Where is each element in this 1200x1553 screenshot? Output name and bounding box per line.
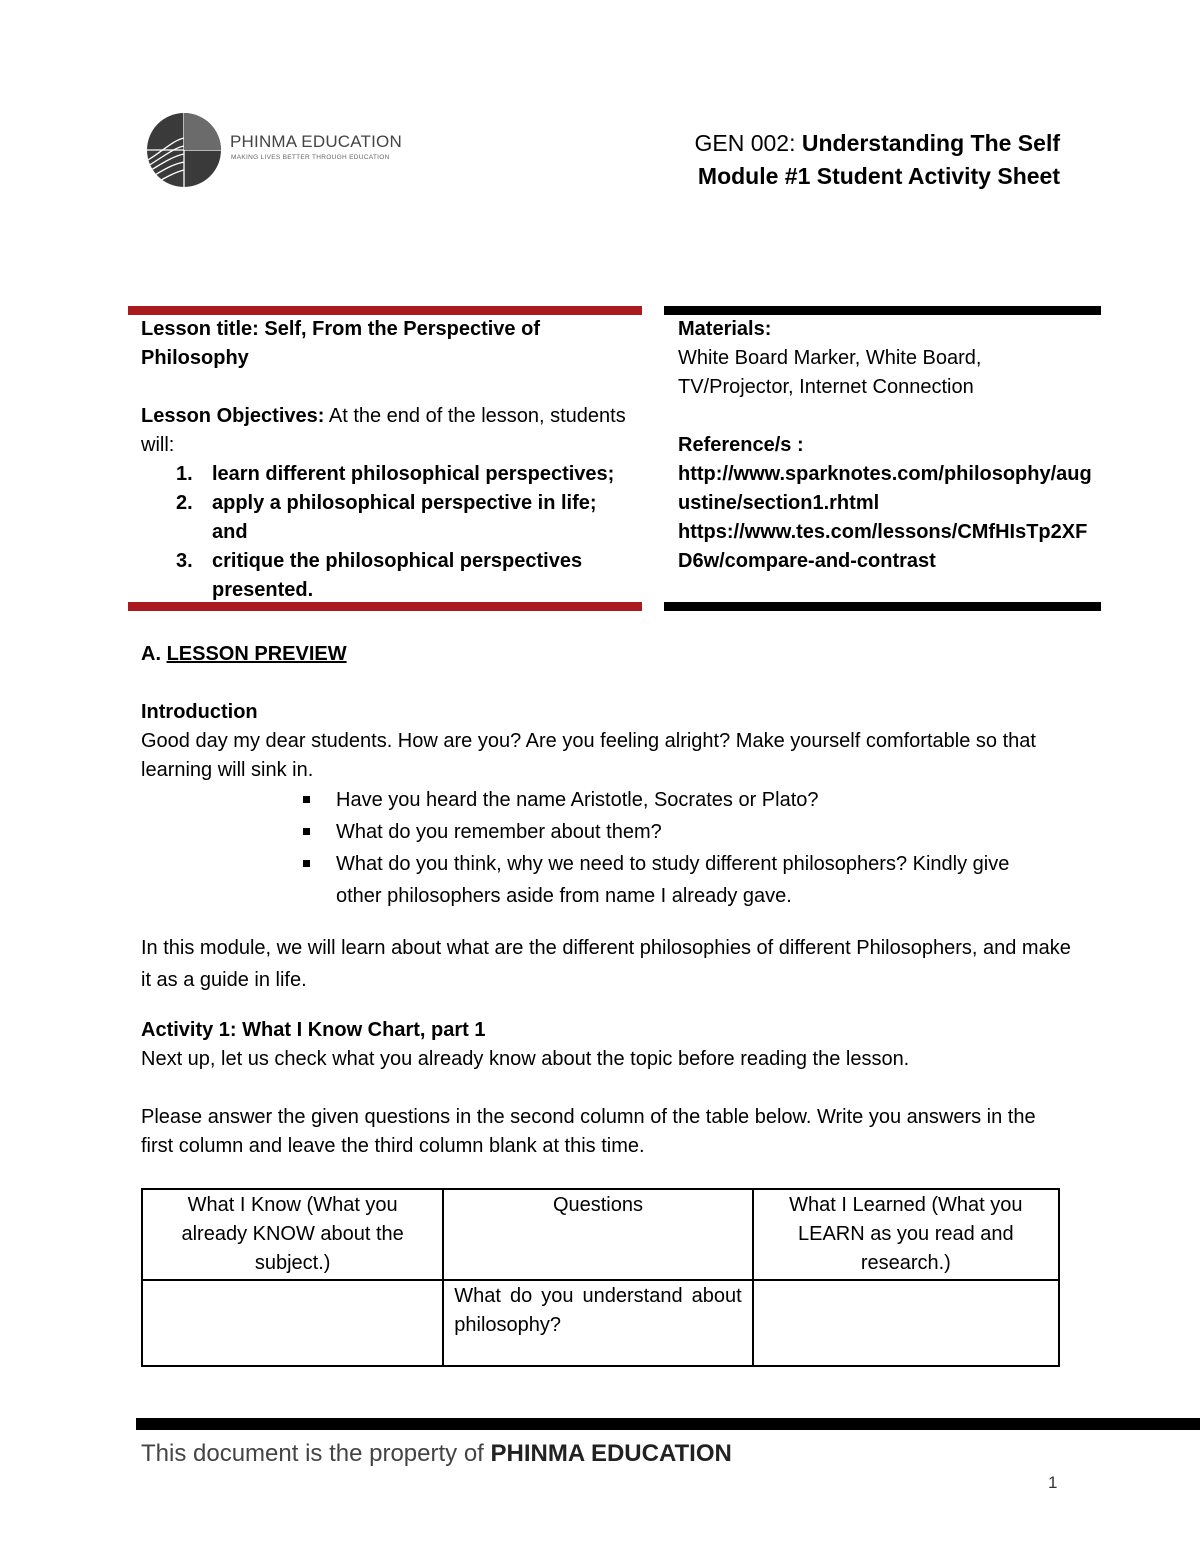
kwl-table bbox=[141, 1188, 1060, 1367]
logo-name: PHINMA EDUCATION bbox=[230, 132, 402, 151]
activity bbox=[141, 1016, 1071, 1074]
lesson-box bbox=[141, 315, 636, 605]
logo-tagline: MAKING LIVES BETTER THROUGH EDUCATION bbox=[231, 154, 390, 161]
materials-text: White Board Marker, White Board, TV/Projector, Internet Connection bbox=[678, 347, 982, 398]
activity-text: Next up, let us check what you already know about the topic before reading the lesson. bbox=[141, 1048, 910, 1070]
header-questions: Questions bbox=[443, 1189, 752, 1280]
materials-box-bottom-rule bbox=[664, 602, 1101, 611]
phinma-logo bbox=[144, 110, 404, 192]
objectives-intro: At the end of the lesson, students will: bbox=[141, 405, 626, 456]
footer-owner: PHINMA EDUCATION bbox=[490, 1440, 732, 1467]
learned-answer-cell[interactable] bbox=[753, 1280, 1059, 1366]
introduction-heading: Introduction bbox=[141, 701, 258, 723]
footer-rule bbox=[136, 1418, 1200, 1430]
bullet-item: Have you heard the name Aristotle, Socrates or Plato? bbox=[300, 784, 1040, 816]
lesson-box-top-rule bbox=[128, 306, 642, 315]
objective-item: 3. critique the philosophical perspectives presented. bbox=[176, 550, 583, 601]
materials-box bbox=[678, 315, 1098, 576]
objective-item: 2. apply a philosophical perspective in life; and bbox=[176, 492, 597, 543]
activity-heading: Activity 1: What I Know Chart, part 1 bbox=[141, 1019, 486, 1041]
introduction-text: Good day my dear students. How are you? Are you feeling alright? Make yourself comfortable so that learning will sink in. bbox=[141, 730, 1036, 781]
header-what-i-know: What I Know (What you already KNOW about the subject.) bbox=[142, 1189, 443, 1280]
materials-label: Materials: bbox=[678, 318, 772, 340]
bullet-item: What do you think, why we need to study different philosophers? Kindly give other philosophers aside from name I already gave. bbox=[300, 848, 1040, 912]
question-bullets bbox=[300, 784, 1040, 912]
objective-item: 1. learn different philosophical perspectives; bbox=[176, 463, 615, 485]
course-title bbox=[694, 130, 1060, 157]
activity-instructions: Please answer the given questions in the second column of the table below. Write you answers in the first column and leave the third column blank at this time. bbox=[141, 1106, 1036, 1157]
lesson-objectives bbox=[141, 402, 636, 460]
table-row bbox=[142, 1280, 1059, 1366]
section-title: LESSON PREVIEW bbox=[166, 643, 347, 665]
course-code: GEN 002: bbox=[694, 130, 796, 156]
reference-link-sparknotes[interactable]: http://www.sparknotes.com/philosophy/augustine/section1.rhtml bbox=[678, 463, 1092, 514]
footer-text: This document is the property of bbox=[141, 1440, 484, 1467]
introduction bbox=[141, 698, 1071, 785]
lesson-title: Lesson title: Self, From the Perspective of Philosophy bbox=[141, 318, 540, 369]
objectives-label: Lesson Objectives: bbox=[141, 405, 325, 427]
phinma-globe-icon bbox=[144, 110, 226, 192]
objectives-list bbox=[141, 460, 636, 605]
course-name: Understanding The Self bbox=[801, 130, 1060, 156]
table-header-row bbox=[142, 1189, 1059, 1280]
footer-notice bbox=[141, 1440, 732, 1468]
section-heading bbox=[141, 640, 347, 669]
page-number: 1 bbox=[1048, 1473, 1058, 1492]
references-label: Reference/s : bbox=[678, 434, 804, 456]
module-paragraph: In this module, we will learn about what are the different philosophies of different Philosophers, and make it as a guide in life. bbox=[141, 937, 1071, 991]
section-letter: A. bbox=[141, 643, 161, 665]
question-cell: What do you understand about philosophy? bbox=[443, 1280, 752, 1366]
materials-box-top-rule bbox=[664, 306, 1101, 315]
know-answer-cell[interactable] bbox=[142, 1280, 443, 1366]
module-subtitle: Module #1 Student Activity Sheet bbox=[697, 163, 1060, 189]
header-what-i-learned: What I Learned (What you LEARN as you read and research.) bbox=[753, 1189, 1059, 1280]
reference-link-tes[interactable]: https://www.tes.com/lessons/CMfHIsTp2XFD6w/compare-and-contrast bbox=[678, 521, 1088, 572]
bullet-item: What do you remember about them? bbox=[300, 816, 1040, 848]
